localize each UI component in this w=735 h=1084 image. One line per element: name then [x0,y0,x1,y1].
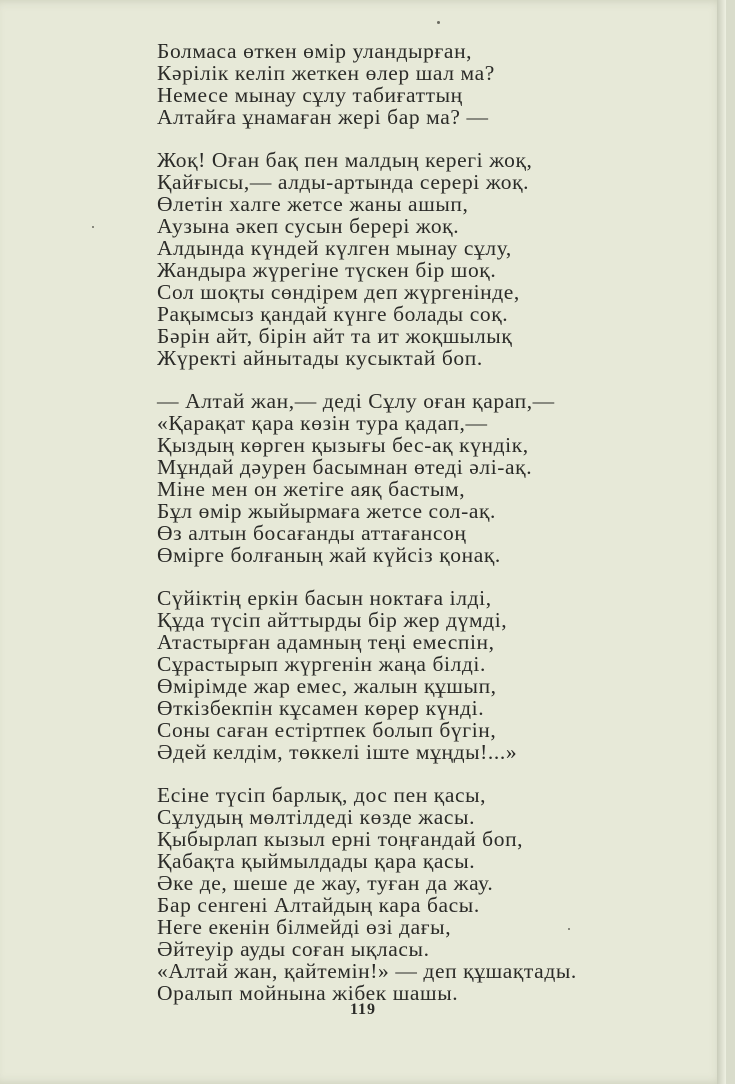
poem-line: Оралып мойнына жібек шашы. [157,981,459,1005]
poem-line: Бар сенгені Алтайдың кара басы. [157,893,480,917]
poem-line: Өткізбекпін кұсамен көрер күнді. [157,696,485,720]
poem-line: Сүйіктің еркін басын ноктаға ілді, [157,586,492,610]
poem-line: Қайғысы,— алды-артында серері жоқ. [157,170,530,194]
poem-line: Неге екенін білмейді өзі дағы, [157,915,452,939]
poem-line: Өмірімде жар емес, жалын құшып, [157,674,497,698]
poem-line: Құда түсіп айттырды бір жер дүмді, [157,608,508,632]
poem-line: Әке де, шеше де жау, туған да жау. [157,871,494,895]
poem-text [157,40,627,1025]
poem-line: Сұлудың мөлтілдеді көзде жасы. [157,805,476,829]
poem-line: Жүректі айнытады кусыктай боп. [157,346,483,370]
poem-line: Әдей келдім, төккелі іште мұңды!...» [157,740,518,764]
poem-line: Өлетін халге жетсе жаны ашып, [157,192,469,216]
poem-line: Есіне түсіп барлық, дос пен қасы, [157,783,487,807]
poem-line: Өмірге болғаның жай күйсіз қонақ. [157,543,501,567]
poem-line: Жандыра жүрегіне түскен бір шоқ. [157,258,497,282]
poem-line: Өз алтын босағанды аттағансоң [157,521,467,545]
poem-line: Әйтеуір ауды соған ықласы. [157,937,430,961]
stanza [157,390,627,566]
page-number: 119 [349,1001,377,1018]
poem-line: Сол шоқты сөндірем деп жүргенінде, [157,280,520,304]
poem-line: Алтайға ұнамаған жері бар ма? — [157,105,489,129]
poem-line: Аузына әкеп сусын берері жоқ. [157,214,460,238]
poem-line: Мұндай дәурен басымнан өтеді әлі-ақ. [157,455,533,479]
poem-line: Қабақта қыймылдады қара қасы. [157,849,476,873]
poem-line: «Қарақат қара көзін тура қадап,— [157,411,488,435]
poem-line: Қыздың көрген қызығы бес-ақ күндік, [157,433,529,457]
poem-line: Соны саған естіртпек болып бүгін, [157,718,497,742]
ink-speck [92,226,94,228]
page-edge [717,0,726,1084]
poem-line: Бәрін айт, бірін айт та ит жоқшылық [157,324,513,348]
poem-line: — Алтай жан,— деді Сұлу оған қарап,— [157,389,555,413]
stanza [157,149,627,369]
poem-line: Алдында күндей күлген мынау сұлу, [157,236,512,260]
poem-line: Немесе мынау сұлу табиғаттың [157,83,463,107]
stanza [157,784,627,1004]
poem-line: Атастырған адамның теңі емеспін, [157,630,495,654]
poem-line: Бұл өмір жыйырмаға жетсе сол-ақ. [157,499,497,523]
poem-line: «Алтай жан, қайтемін!» — деп құшақтады. [157,959,577,983]
poem-line: Сұрастырып жүргенін жаңа білді. [157,652,486,676]
poem-line: Рақымсыз қандай күнге болады соқ. [157,302,509,326]
ink-speck [437,21,440,24]
poem-line: Кәрілік келіп жеткен өлер шал ма? [157,61,495,85]
poem-line: Болмаса өткен өмір уландырған, [157,39,473,63]
poem-line: Қыбырлап кызыл ерні тоңғандай боп, [157,827,524,851]
poem-line: Жоқ! Оған бақ пен малдың керегі жоқ, [157,148,533,172]
poem-line: Міне мен он жетіге аяқ бастым, [157,477,466,501]
stanza [157,40,627,128]
stanza [157,587,627,763]
